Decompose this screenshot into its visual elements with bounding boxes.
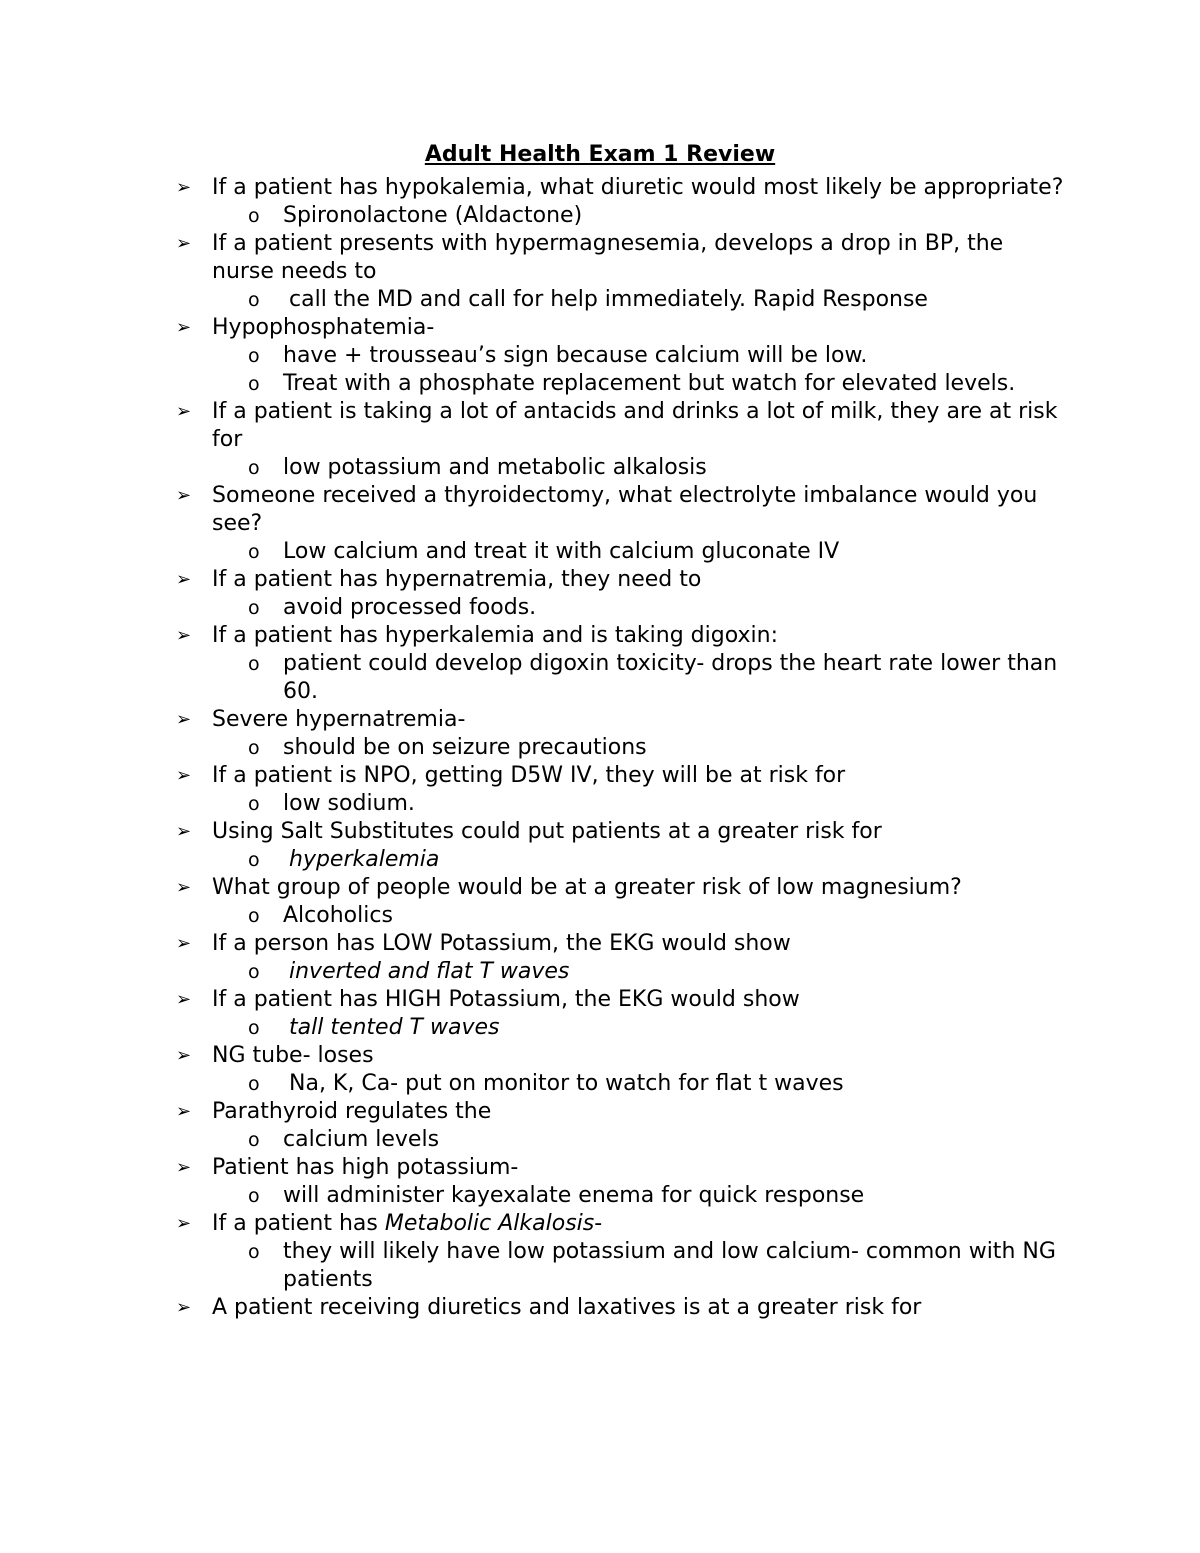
circle-bullet-icon: o xyxy=(248,1017,260,1039)
arrow-bullet-icon: ➢ xyxy=(176,821,192,842)
arrow-bullet-icon: ➢ xyxy=(176,1213,192,1234)
answer-text: inverted and flat T waves xyxy=(289,959,570,984)
circle-bullet-icon: o xyxy=(248,205,260,227)
answer-list xyxy=(212,1014,1070,1042)
list-item xyxy=(0,622,1200,706)
question-italic-term: Metabolic Alkalosis xyxy=(384,1211,595,1236)
list-item xyxy=(0,818,1200,874)
answer-item xyxy=(0,734,1070,762)
circle-bullet-icon: o xyxy=(248,1129,260,1151)
answer-text: low sodium. xyxy=(283,791,415,816)
circle-bullet-icon: o xyxy=(248,849,260,871)
answer-text: Alcoholics xyxy=(283,903,393,928)
question-text: Severe hypernatremia- xyxy=(212,707,466,732)
arrow-bullet-icon: ➢ xyxy=(176,1297,192,1318)
question-suffix: - xyxy=(594,1211,603,1236)
answer-text: Treat with a phosphate replacement but watch for elevated levels. xyxy=(283,371,1016,396)
question-text: If a patient is NPO, getting D5W IV, they will be at risk for xyxy=(212,763,846,788)
question-prefix: If a patient has xyxy=(212,1211,385,1236)
arrow-bullet-icon: ➢ xyxy=(176,989,192,1010)
answer-item xyxy=(0,1182,1070,1210)
answer-item xyxy=(0,538,1070,566)
answer-item xyxy=(0,1126,1070,1154)
answer-item xyxy=(0,1070,1070,1098)
question-text: If a patient has hyperkalemia and is taking digoxin: xyxy=(212,623,778,648)
answer-list xyxy=(212,650,1070,706)
arrow-bullet-icon: ➢ xyxy=(176,709,192,730)
circle-bullet-icon: o xyxy=(248,1241,260,1263)
list-item xyxy=(0,986,1200,1042)
list-item xyxy=(0,1210,1200,1294)
list-item xyxy=(0,874,1200,930)
answer-list xyxy=(212,1238,1070,1294)
answer-text: Na, K, Ca- put on monitor to watch for flat t waves xyxy=(289,1071,844,1096)
circle-bullet-icon: o xyxy=(248,737,260,759)
answer-list xyxy=(212,734,1070,762)
answer-item xyxy=(0,650,1070,706)
circle-bullet-icon: o xyxy=(248,905,260,927)
answer-text: Low calcium and treat it with calcium gluconate IV xyxy=(283,539,840,564)
arrow-bullet-icon: ➢ xyxy=(176,401,192,422)
arrow-bullet-icon: ➢ xyxy=(176,317,192,338)
page-title: Adult Health Exam 1 Review xyxy=(424,142,776,167)
answer-list xyxy=(212,538,1070,566)
arrow-bullet-icon: ➢ xyxy=(176,569,192,590)
arrow-bullet-icon: ➢ xyxy=(176,1157,192,1178)
question-text: NG tube- loses xyxy=(212,1043,374,1068)
answer-item xyxy=(0,202,1070,230)
arrow-bullet-icon: ➢ xyxy=(176,233,192,254)
answer-item xyxy=(0,286,1070,314)
answer-text: have + trousseau’s sign because calcium will be low. xyxy=(283,343,868,368)
arrow-bullet-icon: ➢ xyxy=(176,1101,192,1122)
circle-bullet-icon: o xyxy=(248,961,260,983)
list-item xyxy=(0,1154,1200,1210)
answer-list xyxy=(212,790,1070,818)
question-text: What group of people would be at a greater risk of low magnesium? xyxy=(212,875,962,900)
answer-text: should be on seizure precautions xyxy=(283,735,647,760)
question-text: Hypophosphatemia- xyxy=(212,315,435,340)
answer-item xyxy=(0,790,1070,818)
answer-list xyxy=(212,958,1070,986)
arrow-bullet-icon: ➢ xyxy=(176,485,192,506)
answer-item xyxy=(0,594,1070,622)
list-item xyxy=(0,930,1200,986)
answer-text: tall tented T waves xyxy=(289,1015,500,1040)
circle-bullet-icon: o xyxy=(248,793,260,815)
answer-text: low potassium and metabolic alkalosis xyxy=(283,455,707,480)
answer-text: patient could develop digoxin toxicity- drops the heart rate lower than 60. xyxy=(283,651,1058,704)
list-item xyxy=(0,762,1200,818)
circle-bullet-icon: o xyxy=(248,345,260,367)
circle-bullet-icon: o xyxy=(248,653,260,675)
answer-text: Spironolactone (Aldactone) xyxy=(283,203,583,228)
answer-list xyxy=(212,1182,1070,1210)
list-item xyxy=(0,706,1200,762)
circle-bullet-icon: o xyxy=(248,1185,260,1207)
answer-text: calcium levels xyxy=(283,1127,440,1152)
list-item xyxy=(0,398,1200,482)
circle-bullet-icon: o xyxy=(248,373,260,395)
question-text: If a person has LOW Potassium, the EKG would show xyxy=(212,931,791,956)
arrow-bullet-icon: ➢ xyxy=(176,177,192,198)
question-text xyxy=(212,1211,602,1236)
answer-list xyxy=(212,846,1070,874)
answer-text: avoid processed foods. xyxy=(283,595,537,620)
arrow-bullet-icon: ➢ xyxy=(176,625,192,646)
list-item xyxy=(0,1098,1200,1154)
arrow-bullet-icon: ➢ xyxy=(176,877,192,898)
circle-bullet-icon: o xyxy=(248,457,260,479)
answer-item xyxy=(0,902,1070,930)
answer-list xyxy=(212,594,1070,622)
answer-text: they will likely have low potassium and low calcium- common with NG patients xyxy=(283,1239,1056,1292)
answer-list xyxy=(212,286,1070,314)
question-text: If a patient is taking a lot of antacids and drinks a lot of milk, they are at risk for xyxy=(212,399,1058,452)
list-item xyxy=(0,1294,1200,1322)
arrow-bullet-icon: ➢ xyxy=(176,1045,192,1066)
list-item xyxy=(0,230,1200,314)
question-text: Someone received a thyroidectomy, what electrolyte imbalance would you see? xyxy=(212,483,1038,536)
question-text: If a patient has hypernatremia, they need to xyxy=(212,567,702,592)
list-item xyxy=(0,314,1200,398)
answer-item xyxy=(0,370,1070,398)
arrow-bullet-icon: ➢ xyxy=(176,933,192,954)
answer-list xyxy=(212,1070,1070,1098)
question-text: If a patient presents with hypermagnesemia, develops a drop in BP, the nurse needs to xyxy=(212,231,1004,284)
answer-list xyxy=(212,1126,1070,1154)
answer-item xyxy=(0,1238,1070,1294)
question-text: If a patient has hypokalemia, what diuretic would most likely be appropriate? xyxy=(212,175,1064,200)
answer-item xyxy=(0,846,1070,874)
question-text: A patient receiving diuretics and laxatives is at a greater risk for xyxy=(212,1295,922,1320)
question-text: If a patient has HIGH Potassium, the EKG would show xyxy=(212,987,800,1012)
circle-bullet-icon: o xyxy=(248,289,260,311)
list-item xyxy=(0,1042,1200,1098)
answer-text: hyperkalemia xyxy=(289,847,440,872)
answer-list xyxy=(212,342,1070,398)
answer-item xyxy=(0,454,1070,482)
list-item xyxy=(0,174,1200,230)
question-list xyxy=(0,174,1200,1322)
answer-item xyxy=(0,342,1070,370)
question-text: Parathyroid regulates the xyxy=(212,1099,492,1124)
arrow-bullet-icon: ➢ xyxy=(176,765,192,786)
circle-bullet-icon: o xyxy=(248,597,260,619)
question-text: Using Salt Substitutes could put patients at a greater risk for xyxy=(212,819,882,844)
list-item xyxy=(0,566,1200,622)
answer-text: will administer kayexalate enema for quick response xyxy=(283,1183,865,1208)
answer-item xyxy=(0,1014,1070,1042)
circle-bullet-icon: o xyxy=(248,1073,260,1095)
circle-bullet-icon: o xyxy=(248,541,260,563)
answer-list xyxy=(212,454,1070,482)
question-text: Patient has high potassium- xyxy=(212,1155,519,1180)
answer-text: call the MD and call for help immediately. Rapid Response xyxy=(289,287,928,312)
answer-list xyxy=(212,902,1070,930)
answer-list xyxy=(212,202,1070,230)
list-item xyxy=(0,482,1200,566)
answer-item xyxy=(0,958,1070,986)
